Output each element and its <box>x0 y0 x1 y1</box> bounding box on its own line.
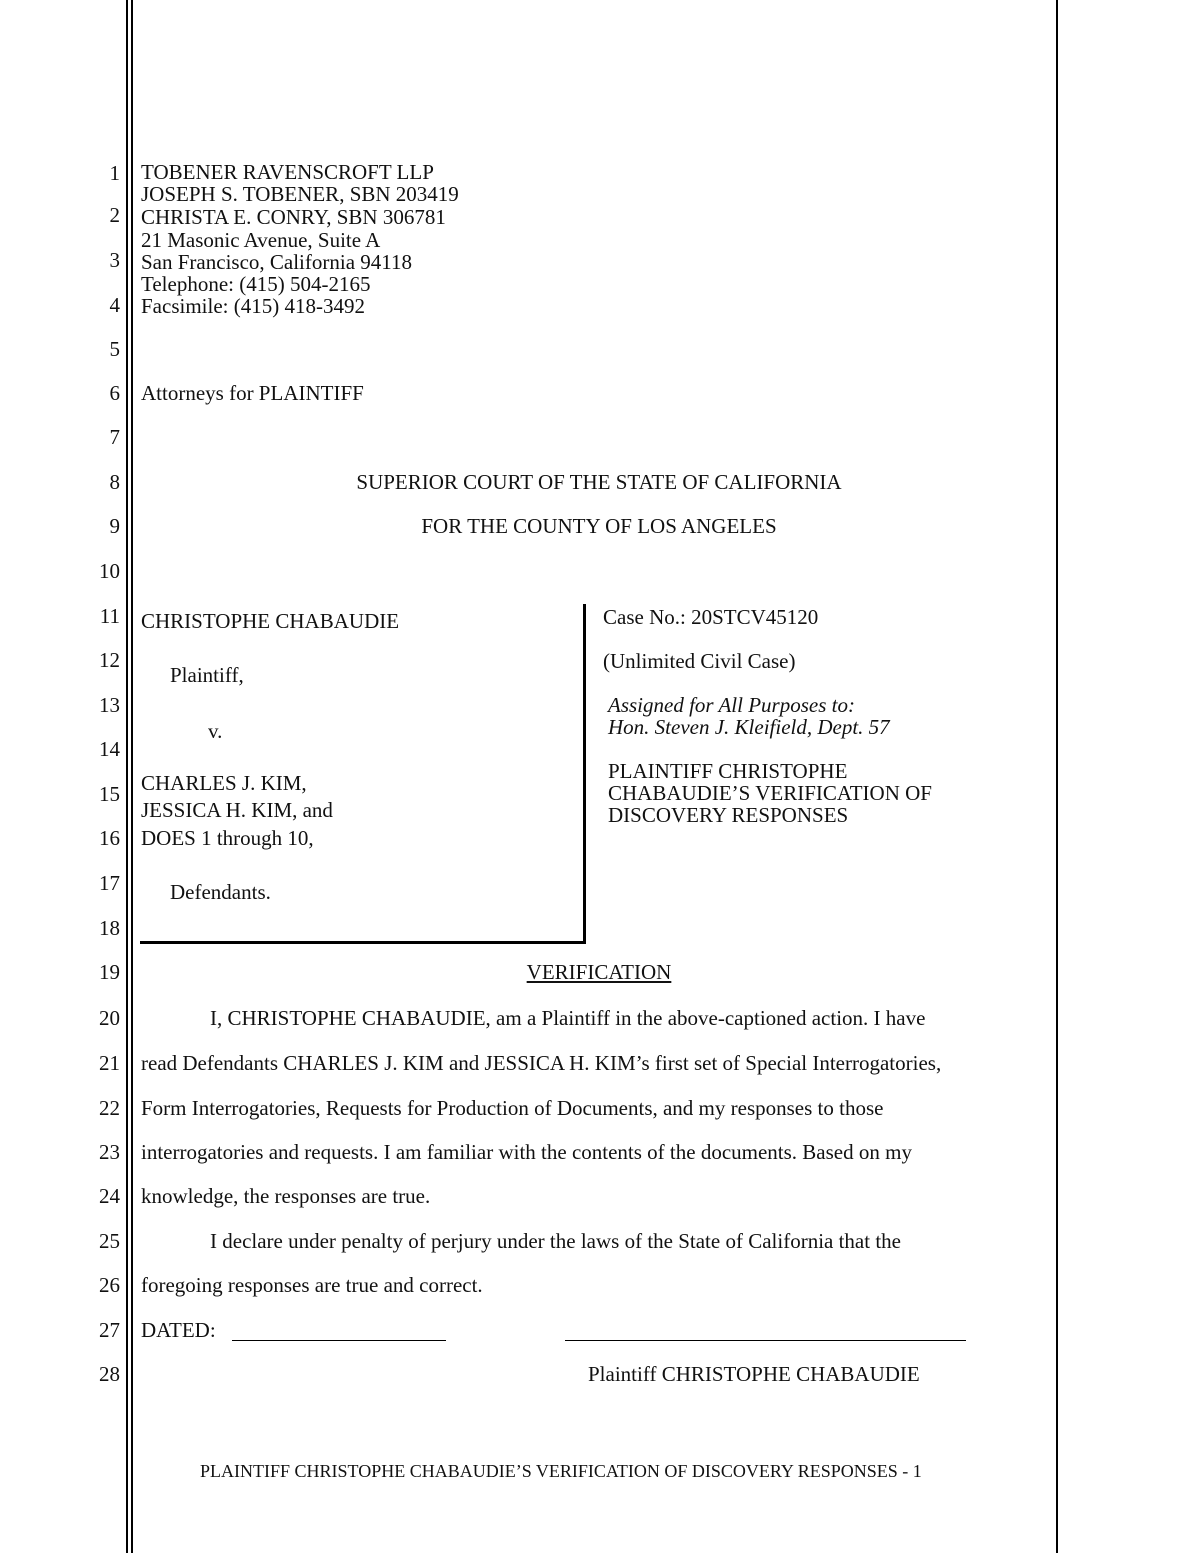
verification-line-4: interrogatories and requests. I am familiar with the contents of the documents. Based on my <box>141 1140 912 1164</box>
verification-line-6: I declare under penalty of perjury under the laws of the State of California that the <box>210 1229 901 1253</box>
plaintiff-label: Plaintiff, <box>170 663 244 687</box>
line-number: 1 <box>109 161 120 185</box>
line-number: 2 <box>109 203 120 227</box>
line-number: 12 <box>99 648 120 672</box>
attorney-1: JOSEPH S. TOBENER, SBN 203419 <box>141 182 459 206</box>
signature-line <box>565 1340 966 1341</box>
verification-line-7: foregoing responses are true and correct. <box>141 1273 483 1297</box>
line-number: 3 <box>109 248 120 272</box>
line-number: 22 <box>99 1096 120 1120</box>
line-number: 26 <box>99 1273 120 1297</box>
verification-heading: VERIFICATION <box>526 960 672 984</box>
line-number: 24 <box>99 1184 120 1208</box>
document-title-3: DISCOVERY RESPONSES <box>608 803 849 827</box>
line-number: 28 <box>99 1362 120 1386</box>
document-title-2: CHABAUDIE’S VERIFICATION OF <box>608 781 932 805</box>
signature-label: Plaintiff CHRISTOPHE CHABAUDIE <box>588 1362 920 1386</box>
line-number: 21 <box>99 1051 120 1075</box>
defendant-1: CHARLES J. KIM, <box>141 771 307 795</box>
address-line-2: San Francisco, California 94118 <box>141 250 413 274</box>
court-county: FOR THE COUNTY OF LOS ANGELES <box>421 514 777 538</box>
left-margin-rule-outer <box>126 0 128 1553</box>
caption-vertical-rule <box>583 604 586 944</box>
telephone: Telephone: (415) 504-2165 <box>141 272 371 296</box>
case-number: Case No.: 20STCV45120 <box>603 605 819 629</box>
verification-line-2: read Defendants CHARLES J. KIM and JESSICA H. KIM’s first set of Special Interrogatories, <box>141 1051 942 1075</box>
facsimile: Facsimile: (415) 418-3492 <box>141 294 365 318</box>
dated-label: DATED: <box>141 1318 216 1342</box>
line-number: 20 <box>99 1006 120 1030</box>
left-margin-rule-inner <box>131 0 133 1553</box>
line-number: 17 <box>99 871 120 895</box>
verification-line-1: I, CHRISTOPHE CHABAUDIE, am a Plaintiff in the above-captioned action. I have <box>210 1006 926 1030</box>
attorney-2: CHRISTA E. CONRY, SBN 306781 <box>141 205 446 229</box>
case-type: (Unlimited Civil Case) <box>603 649 796 673</box>
attorneys-for: Attorneys for PLAINTIFF <box>141 381 364 405</box>
dated-blank-line <box>232 1340 446 1341</box>
line-number: 13 <box>99 693 120 717</box>
assigned-line-1: Assigned for All Purposes to: <box>608 693 855 717</box>
line-number: 6 <box>109 381 120 405</box>
page-footer: PLAINTIFF CHRISTOPHE CHABAUDIE’S VERIFICATION OF DISCOVERY RESPONSES - 1 <box>200 1461 922 1481</box>
defendant-label: Defendants. <box>170 880 271 904</box>
address-line-1: 21 Masonic Avenue, Suite A <box>141 228 381 252</box>
line-number: 9 <box>109 514 120 538</box>
right-margin-rule <box>1056 0 1058 1553</box>
line-number: 5 <box>109 337 120 361</box>
line-number: 18 <box>99 916 120 940</box>
line-number: 10 <box>99 559 120 583</box>
line-number: 16 <box>99 826 120 850</box>
line-number: 25 <box>99 1229 120 1253</box>
document-title-1: PLAINTIFF CHRISTOPHE <box>608 759 848 783</box>
verification-line-5: knowledge, the responses are true. <box>141 1184 431 1208</box>
assigned-line-2: Hon. Steven J. Kleifield, Dept. 57 <box>608 715 890 739</box>
line-number: 15 <box>99 782 120 806</box>
line-number: 7 <box>109 425 120 449</box>
line-number: 4 <box>109 293 120 317</box>
line-number: 11 <box>99 604 120 628</box>
line-number: 23 <box>99 1140 120 1164</box>
line-number: 8 <box>109 470 120 494</box>
plaintiff-name: CHRISTOPHE CHABAUDIE <box>141 609 400 633</box>
line-number: 14 <box>99 737 120 761</box>
versus: v. <box>208 719 223 743</box>
court-name: SUPERIOR COURT OF THE STATE OF CALIFORNIA <box>356 470 842 494</box>
firm-name: TOBENER RAVENSCROFT LLP <box>141 160 434 184</box>
caption-bottom-rule <box>140 941 586 944</box>
line-number: 19 <box>99 960 120 984</box>
defendant-3: DOES 1 through 10, <box>141 826 314 850</box>
line-number: 27 <box>99 1318 120 1342</box>
verification-line-3: Form Interrogatories, Requests for Production of Documents, and my responses to those <box>141 1096 884 1120</box>
defendant-2: JESSICA H. KIM, and <box>141 798 333 822</box>
